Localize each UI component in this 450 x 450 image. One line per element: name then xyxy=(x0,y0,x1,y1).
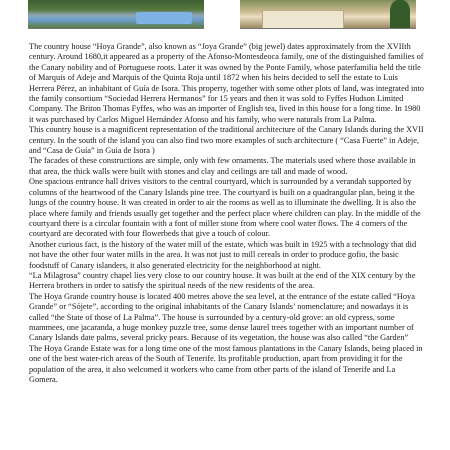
paragraph-courtyard: One spacious entrance hall drives visitors to the central courtyard, which is surrounded by a verandah supported by columns of the heartwood of the Canary Islands pine tree. The courtyard is built on a quadrangular plan, being it the lungs of the country house. It was created in order to air the rooms as well as to illuminate the dwelling. It is also the place where family and friends usually get together and the perfect place where children can play. In the middle of the courtyard there is a circular fountain with a font of miller stone from where cool water flows. The 4 corners of the courtyard are decorated with four flowerbeds that give a touch of colour. xyxy=(29,177,421,239)
paragraph-estate: The Hoya Grande Estate was for a long time one of the most famous plantations in the Canary Islands, being placed in one of the best water-rich areas of the South of Tenerife. Its profitable production, apart from providing it for the population of the area, it also welcomed it workers who came from other parts of the island of Tenerife and La Gomera. xyxy=(29,343,423,384)
paragraph-facades: The facades of these constructions are simple, only with few ornaments. The materials used where those available in that area, the thick walls were built with stones and clay and ceilings are tall and made of wood. xyxy=(29,156,416,176)
photo-garden-pool xyxy=(28,0,204,29)
document-body xyxy=(29,42,425,385)
paragraph-water-mill: Another curious fact, is the history of the water mill of the estate, which was built in 1925 with a technology that did not have the other four water mills in the area. It was not just to mill cereals in order to produce gofio, the basic foodstuff of Canary islanders, it also generated electricity for the neighborhood at night. xyxy=(29,239,417,270)
paragraph-location: The Hoya Grande country house is located 400 metres above the sea level, at the entrance of the estate called “Hoya Grande” or “Sójete”, according to the original inhabitants of the Canary Islands’ nomenclature; and nowadays it is called “the State of those of La Palma”. The house is surrounded by a century-old grove: an old cypress, some mammees, one jacaranda, a huge monkey puzzle tree, some dense laurel trees together with an important number of Canary Islands date palms, several pricky pears. Because of its vegetation, the house was also called “the Garden” xyxy=(29,291,415,343)
paragraph-chapel: “La Milagrosa” country chapel lies very close to our country house. It was built at the end of the XIX century by the Herrera brothers in order to satisfy the spiritual needs of the new residents of the area. xyxy=(29,270,416,291)
paragraph-history: The country house “Hoya Grande”, also known as “Joya Grande” (big jewel) dates approximately from the XVIIth century. Around 1680,it appeared as a property of the Afonso-Montesdeoca family, one of the distinguished families of the Canary nobility and of Portuguese roots. Later it was owned by the Ponte Family, whose paterfamilia held the title of Marquis of Adeje and Marquis of the Quinta Roja until 1872 when his heirs decided to sell the estate to Luis Herrera Pérez, an inhabitant of Guía de Isora. This property, together with some other plots of land, was integrated into the family consortium “Sociedad Herrera Hermanos” for 15 years and then it was sold to Fyffes Hudson Limited Company. The Briton Thomas Fyffes, who was an importer of English tea, lived in this house for a long time. In 1980 it was purchased by Carlos Miguel Hernández Afonso and his family, who were naturals from La Palma. xyxy=(29,42,424,124)
photo-strip xyxy=(0,0,450,30)
photo-house-courtyard xyxy=(240,0,416,29)
paragraph-architecture: This country house is a magnificent representation of the traditional architecture of the Canary Islands during the XVII century. In the south of the island you can also find two more examples of such architecture ( “Casa Fuerte” in Adeje, and “Casa de Guía” in Guía de Isora ) xyxy=(29,125,424,156)
